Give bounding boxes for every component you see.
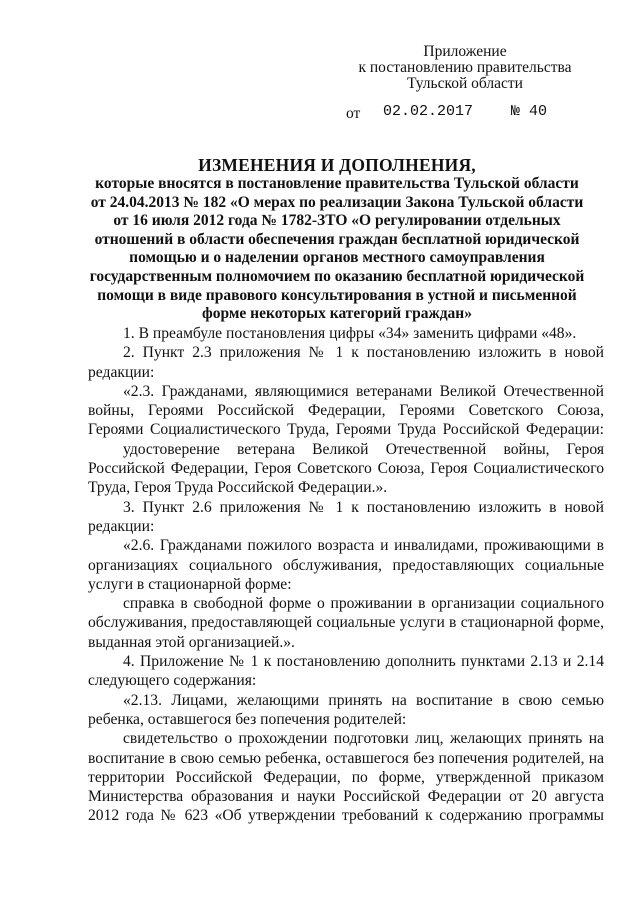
- body-line: воспитание в свою семью ребенка, оставшегося без попечения родителей, на: [88, 749, 604, 767]
- document-title: [70, 155, 604, 324]
- body-line: «2.6. Гражданами пожилого возраста и инвалидами, проживающими в: [123, 537, 604, 555]
- document-body: [88, 324, 604, 826]
- title-line: которые вносятся в постановление правительства Тульской области: [95, 175, 579, 192]
- body-line: редакции:: [88, 517, 155, 535]
- body-line: Героями Социалистического Труда, Героями Труда Российской Федерации:: [88, 421, 604, 439]
- body-line: территории Российской Федерации, по форме, утвержденной приказом: [88, 768, 604, 786]
- body-line: организациях социального обслуживания, предоставляющих социальные: [88, 556, 604, 574]
- appendix-line-2: к постановлению правительства: [358, 59, 572, 76]
- body-line: ребенка, оставшегося без попечения родителей:: [88, 710, 407, 728]
- body-line: выданная этой организацией.».: [88, 633, 295, 651]
- body-line: справка в свободной форме о проживании в организации социального: [123, 595, 604, 613]
- title-line: отношений в области обеспечения граждан бесплатной юридической: [94, 230, 580, 248]
- title-line: от 24.04.2013 № 182 «О мерах по реализации Закона Тульской области: [90, 193, 584, 211]
- body-line: 2012 года № 623 «Об утверждении требований к содержанию программы: [88, 807, 604, 825]
- body-line: Российской Федерации, Героя Советского Союза, Героя Социалистического: [88, 460, 604, 478]
- title-line: государственным полномочием по оказанию бесплатной юридической: [89, 267, 585, 285]
- body-line: войны, Героями Российской Федерации, Героями Советского Союза,: [88, 402, 604, 420]
- appendix-line-3: Тульской области: [407, 75, 523, 92]
- body-line: 3. Пункт 2.6 приложения № 1 к постановлению изложить в новой: [123, 498, 604, 516]
- title-line: от 16 июля 2012 года № 1782-ЗТО «О регулировании отдельных: [113, 212, 561, 230]
- document-date: 02.02.2017: [383, 103, 474, 120]
- body-line: услуги в стационарной форме:: [88, 575, 292, 593]
- body-line: следующего содержания:: [88, 672, 257, 690]
- title-heading: ИЗМЕНЕНИЯ И ДОПОЛНЕНИЯ,: [198, 155, 476, 175]
- body-line: удостоверение ветерана Великой Отечественной войны, Героя: [123, 440, 604, 458]
- appendix-header: [300, 44, 630, 92]
- body-line: Труда, Героя Труда Российской Федерации.».: [88, 479, 388, 497]
- title-line: помощи в виде правового консультирования в устной и письменной: [97, 286, 577, 304]
- body-line: редакции:: [88, 363, 155, 381]
- appendix-line-1: Приложение: [423, 43, 507, 60]
- body-line: свидетельство о прохождении подготовки лиц, желающих принять на: [123, 730, 604, 748]
- title-line: помощью и о наделении органов местного самоуправления: [129, 249, 545, 267]
- title-line: форме некоторых категорий граждан»: [202, 305, 472, 323]
- date-number-line: [0, 103, 640, 123]
- body-line: 2. Пункт 2.3 приложения № 1 к постановлению изложить в новой: [123, 344, 604, 362]
- body-line: «2.13. Лицами, желающими принять на воспитание в свою семью: [123, 691, 604, 709]
- body-line: обслуживания, предоставляющей социальные услуги в стационарной форме,: [88, 614, 604, 632]
- body-line: 1. В преамбуле постановления цифры «34» заменить цифрами «48».: [123, 325, 577, 342]
- from-label: от: [346, 105, 361, 122]
- document-number: № 40: [511, 103, 548, 120]
- body-line: 4. Приложение № 1 к постановлению дополнить пунктами 2.13 и 2.14: [123, 653, 604, 671]
- body-line: «2.3. Гражданами, являющимися ветеранами Великой Отечественной: [123, 382, 604, 400]
- body-line: Министерства образования и науки Российской Федерации от 20 августа: [88, 788, 604, 806]
